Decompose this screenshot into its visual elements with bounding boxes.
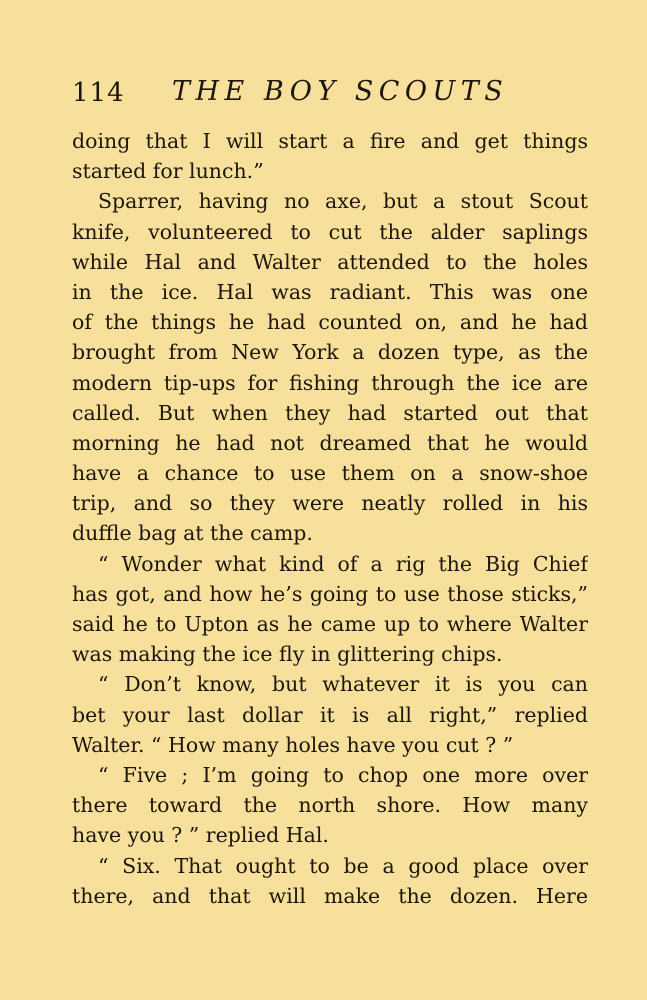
text-line: knife, volunteered to cut the alder saplings: [72, 219, 588, 244]
text-line: morning he had not dreamed that he would: [72, 430, 588, 455]
text-line: called. But when they had started out that: [72, 400, 588, 425]
text-line: has got, and how he’s going to use those sticks,”: [72, 581, 588, 606]
text-line: there toward the north shore. How many: [72, 793, 588, 818]
text-line: doing that I will start a fire and get things: [72, 129, 588, 153]
text-line: of the things he had counted on, and he had: [72, 310, 588, 335]
text-line: have a chance to use them on a snow-shoe: [72, 461, 588, 486]
text-line: brought from New York a dozen type, as the: [72, 340, 588, 365]
text-line: was making the ice fly in glittering chips.: [72, 642, 503, 667]
text-line: duffle bag at the camp.: [72, 521, 313, 546]
book-title: THE BOY SCOUTS: [172, 76, 509, 107]
text-line: “ Don’t know, but whatever it is you can: [98, 672, 588, 697]
text-line: bet your last dollar it is all right,” replied: [72, 702, 588, 727]
body-text: [72, 126, 588, 911]
text-line: in the ice. Hal was radiant. This was one: [72, 279, 588, 304]
text-line: have you ? ” replied Hal.: [72, 823, 329, 848]
text-line: started for lunch.”: [72, 159, 264, 184]
text-line: modern tip-ups for fishing through the ice are: [72, 370, 588, 395]
text-line: there, and that will make the dozen. Here: [72, 883, 588, 908]
text-line: Walter. “ How many holes have you cut ? ”: [72, 732, 514, 757]
text-line: “ Wonder what kind of a rig the Big Chief: [98, 551, 588, 576]
text-line: trip, and so they were neatly rolled in his: [72, 491, 588, 516]
running-head: [72, 72, 588, 112]
text-line: “ Six. That ought to be a good place over: [98, 853, 588, 878]
text-line: “ Five ; I’m going to chop one more over: [98, 762, 588, 787]
book-page: [72, 0, 588, 1000]
text-line: while Hal and Walter attended to the holes: [72, 249, 588, 274]
page-number: 114: [72, 78, 125, 108]
text-line: Sparrer, having no axe, but a stout Scout: [98, 189, 588, 214]
text-line: said he to Upton as he came up to where Walter: [72, 612, 588, 636]
